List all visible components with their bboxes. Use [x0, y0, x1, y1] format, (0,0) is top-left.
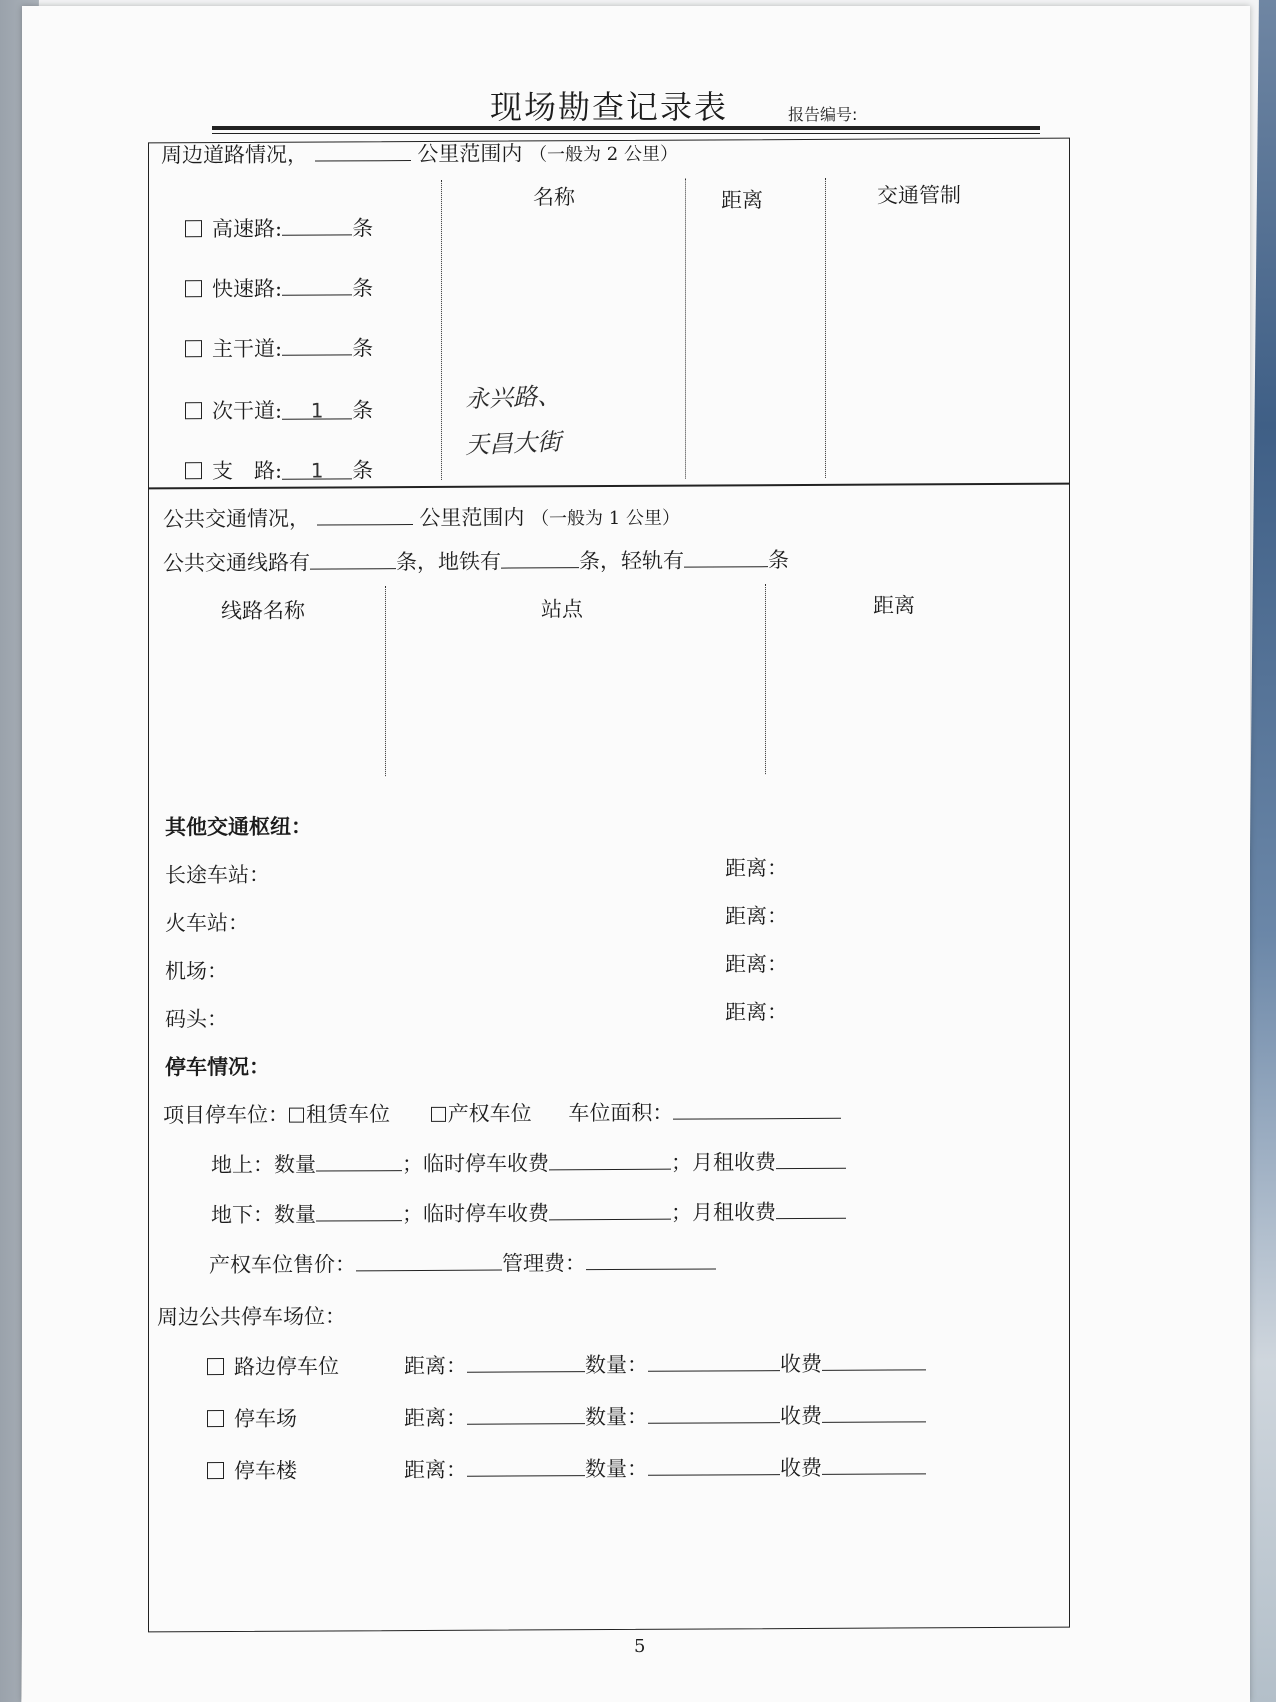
- road-row: [185, 394, 373, 425]
- handwritten-road-name: 天昌大街: [464, 427, 562, 460]
- roads-col-distance: 距离: [721, 188, 763, 213]
- transit-col-line-name: 线路名称: [221, 598, 305, 624]
- hub-distance-label: 距离：: [725, 1000, 788, 1025]
- fee-label: 收费: [780, 1351, 822, 1377]
- distance-label: 距离：: [404, 1405, 467, 1431]
- public-parking-row: [207, 1451, 926, 1485]
- bus-lines-field[interactable]: [310, 548, 396, 569]
- public-parking-heading: 周边公共停车场位：: [157, 1304, 346, 1330]
- subway-label: 条，地铁有: [396, 549, 501, 575]
- distance-label: 距离：: [404, 1353, 467, 1379]
- road-unit: 条: [352, 398, 374, 423]
- road-label: 快速路:: [212, 276, 283, 302]
- public-parking-label: 路边停车位: [234, 1354, 339, 1379]
- transit-col-distance: 距离: [873, 593, 915, 618]
- hub-label: 机场：: [165, 958, 228, 984]
- road-label: 次干道:: [212, 398, 283, 424]
- underground-label: 地下：数量: [211, 1202, 316, 1228]
- parking-building-quantity-field[interactable]: [648, 1454, 780, 1476]
- transit-heading: 公共交通情况，: [163, 506, 310, 532]
- arterial-checkbox[interactable]: [185, 340, 202, 357]
- road-unit: 条: [352, 458, 374, 483]
- road-unit: 条: [352, 336, 374, 361]
- hub-label: 火车站：: [165, 910, 249, 936]
- temp-fee-label: ；临时停车收费: [402, 1201, 549, 1227]
- road-count-field[interactable]: 1: [282, 458, 352, 479]
- monthly-fee-label: ；月租收费: [671, 1150, 776, 1175]
- underground-quantity-field[interactable]: [316, 1200, 402, 1221]
- owned-price-field[interactable]: [356, 1250, 502, 1272]
- road-row: [185, 212, 373, 243]
- road-count-field[interactable]: [282, 334, 352, 355]
- mgmt-fee-label: 管理费：: [502, 1251, 586, 1276]
- road-label: 高速路:: [212, 216, 283, 242]
- hubs-heading: 其他交通枢纽：: [165, 813, 312, 840]
- public-parking-label: 停车楼: [234, 1458, 297, 1483]
- monthly-fee-label: ；月租收费: [671, 1200, 776, 1225]
- parking-lot-quantity-field[interactable]: [648, 1402, 780, 1424]
- project-parking-label: 项目停车位：: [163, 1102, 289, 1128]
- branch-road-checkbox[interactable]: [185, 462, 202, 479]
- fee-label: 收费: [780, 1403, 822, 1429]
- page-title: 现场勘查记录表: [490, 88, 729, 126]
- roadside-distance-field[interactable]: [467, 1351, 585, 1373]
- roads-divider-3: [825, 178, 826, 478]
- road-row: [185, 272, 373, 303]
- parking-lot-fee-field[interactable]: [822, 1401, 926, 1423]
- roads-col-name: 名称: [533, 185, 575, 210]
- above-ground-quantity-field[interactable]: [316, 1150, 402, 1171]
- transit-divider-1: [385, 586, 386, 776]
- rent-space-label: 租赁车位: [306, 1102, 390, 1127]
- handwritten-road-name: 永兴路、: [464, 381, 562, 414]
- road-row: [185, 454, 373, 485]
- owned-price-label: 产权车位售价：: [209, 1252, 356, 1278]
- road-row: [185, 332, 373, 363]
- expressway-checkbox[interactable]: [185, 280, 202, 297]
- roads-heading-row: [161, 137, 678, 170]
- road-unit: 条: [352, 216, 374, 241]
- transit-lines-label: 公共交通线路有: [163, 550, 310, 576]
- space-area-label: 车位面积：: [568, 1100, 674, 1126]
- roads-col-traffic-control: 交通管制: [877, 183, 961, 208]
- hub-label: 码头：: [165, 1006, 228, 1032]
- road-count-field[interactable]: 1: [282, 398, 352, 419]
- temp-fee-label: ；临时停车收费: [402, 1151, 549, 1177]
- above-ground-row: [211, 1146, 846, 1179]
- transit-range-suffix: 公里范围内: [419, 505, 525, 530]
- hub-distance-label: 距离：: [725, 856, 788, 881]
- rent-space-checkbox[interactable]: [289, 1108, 304, 1123]
- hub-distance-label: 距离：: [725, 952, 788, 977]
- transit-col-station: 站点: [541, 597, 583, 622]
- light-rail-label: 条，轻轨有: [579, 548, 684, 574]
- parking-lot-checkbox[interactable]: [207, 1410, 224, 1427]
- roads-range-note: （一般为 2 公里）: [529, 143, 678, 166]
- above-ground-label: 地上：数量: [211, 1152, 316, 1178]
- parking-heading: 停车情况：: [165, 1053, 270, 1080]
- transit-range-field[interactable]: [317, 504, 413, 526]
- owned-price-row: [209, 1246, 716, 1279]
- parking-building-checkbox[interactable]: [207, 1462, 224, 1479]
- page-number: 5: [634, 1636, 646, 1657]
- form-page: [22, 6, 1250, 1702]
- transit-range-note: （一般为 1 公里）: [531, 507, 680, 530]
- secondary-road-checkbox[interactable]: [185, 402, 202, 419]
- fee-label: 收费: [780, 1455, 822, 1481]
- subway-lines-field[interactable]: [501, 547, 579, 568]
- space-area-field[interactable]: [673, 1098, 841, 1120]
- report-number-label: 报告编号:: [788, 105, 858, 124]
- public-parking-row: [207, 1347, 926, 1381]
- form-frame: [148, 138, 1070, 1633]
- distance-label: 距离：: [404, 1457, 467, 1483]
- road-count-field[interactable]: [282, 274, 352, 295]
- underground-monthly-fee-field[interactable]: [776, 1198, 846, 1219]
- highway-checkbox[interactable]: [185, 220, 202, 237]
- underground-row: [211, 1196, 846, 1229]
- parking-building-fee-field[interactable]: [822, 1453, 926, 1475]
- light-rail-lines-field[interactable]: [684, 546, 768, 567]
- roads-range-field[interactable]: [315, 140, 411, 162]
- road-count-field[interactable]: [282, 214, 352, 235]
- public-parking-row: [207, 1399, 926, 1433]
- owned-space-label: 产权车位: [447, 1101, 532, 1126]
- parking-lot-distance-field[interactable]: [467, 1403, 585, 1425]
- project-parking-row: [163, 1096, 841, 1130]
- title-rule-thick: [212, 126, 1040, 130]
- mgmt-fee-field[interactable]: [586, 1248, 716, 1270]
- roadside-fee-field[interactable]: [822, 1349, 926, 1371]
- above-ground-monthly-fee-field[interactable]: [776, 1148, 846, 1169]
- roads-range-suffix: 公里范围内: [417, 141, 523, 167]
- roads-heading: 周边道路情况，: [161, 142, 308, 168]
- quantity-label: 数量：: [585, 1352, 648, 1378]
- underground-temp-fee-field[interactable]: [549, 1199, 671, 1221]
- road-label: 支 路:: [212, 458, 283, 484]
- transit-lines-row: [163, 544, 789, 577]
- hub-distance-label: 距离：: [725, 904, 788, 929]
- owned-space-checkbox[interactable]: [431, 1107, 446, 1122]
- hub-label: 长途车站：: [165, 862, 270, 888]
- transit-heading-row: [163, 501, 680, 534]
- roads-divider-1: [441, 180, 442, 480]
- title-rule-thin: [212, 133, 1040, 134]
- quantity-label: 数量：: [585, 1456, 648, 1482]
- road-label: 主干道:: [212, 336, 283, 362]
- transit-unit: 条: [768, 548, 789, 573]
- roads-divider-2: [685, 179, 686, 479]
- public-parking-label: 停车场: [234, 1406, 297, 1431]
- roadside-parking-checkbox[interactable]: [207, 1358, 224, 1375]
- quantity-label: 数量：: [585, 1404, 648, 1430]
- above-ground-temp-fee-field[interactable]: [549, 1149, 671, 1171]
- parking-building-distance-field[interactable]: [467, 1455, 585, 1477]
- roadside-quantity-field[interactable]: [648, 1350, 780, 1372]
- transit-divider-2: [765, 584, 766, 774]
- road-unit: 条: [352, 276, 374, 301]
